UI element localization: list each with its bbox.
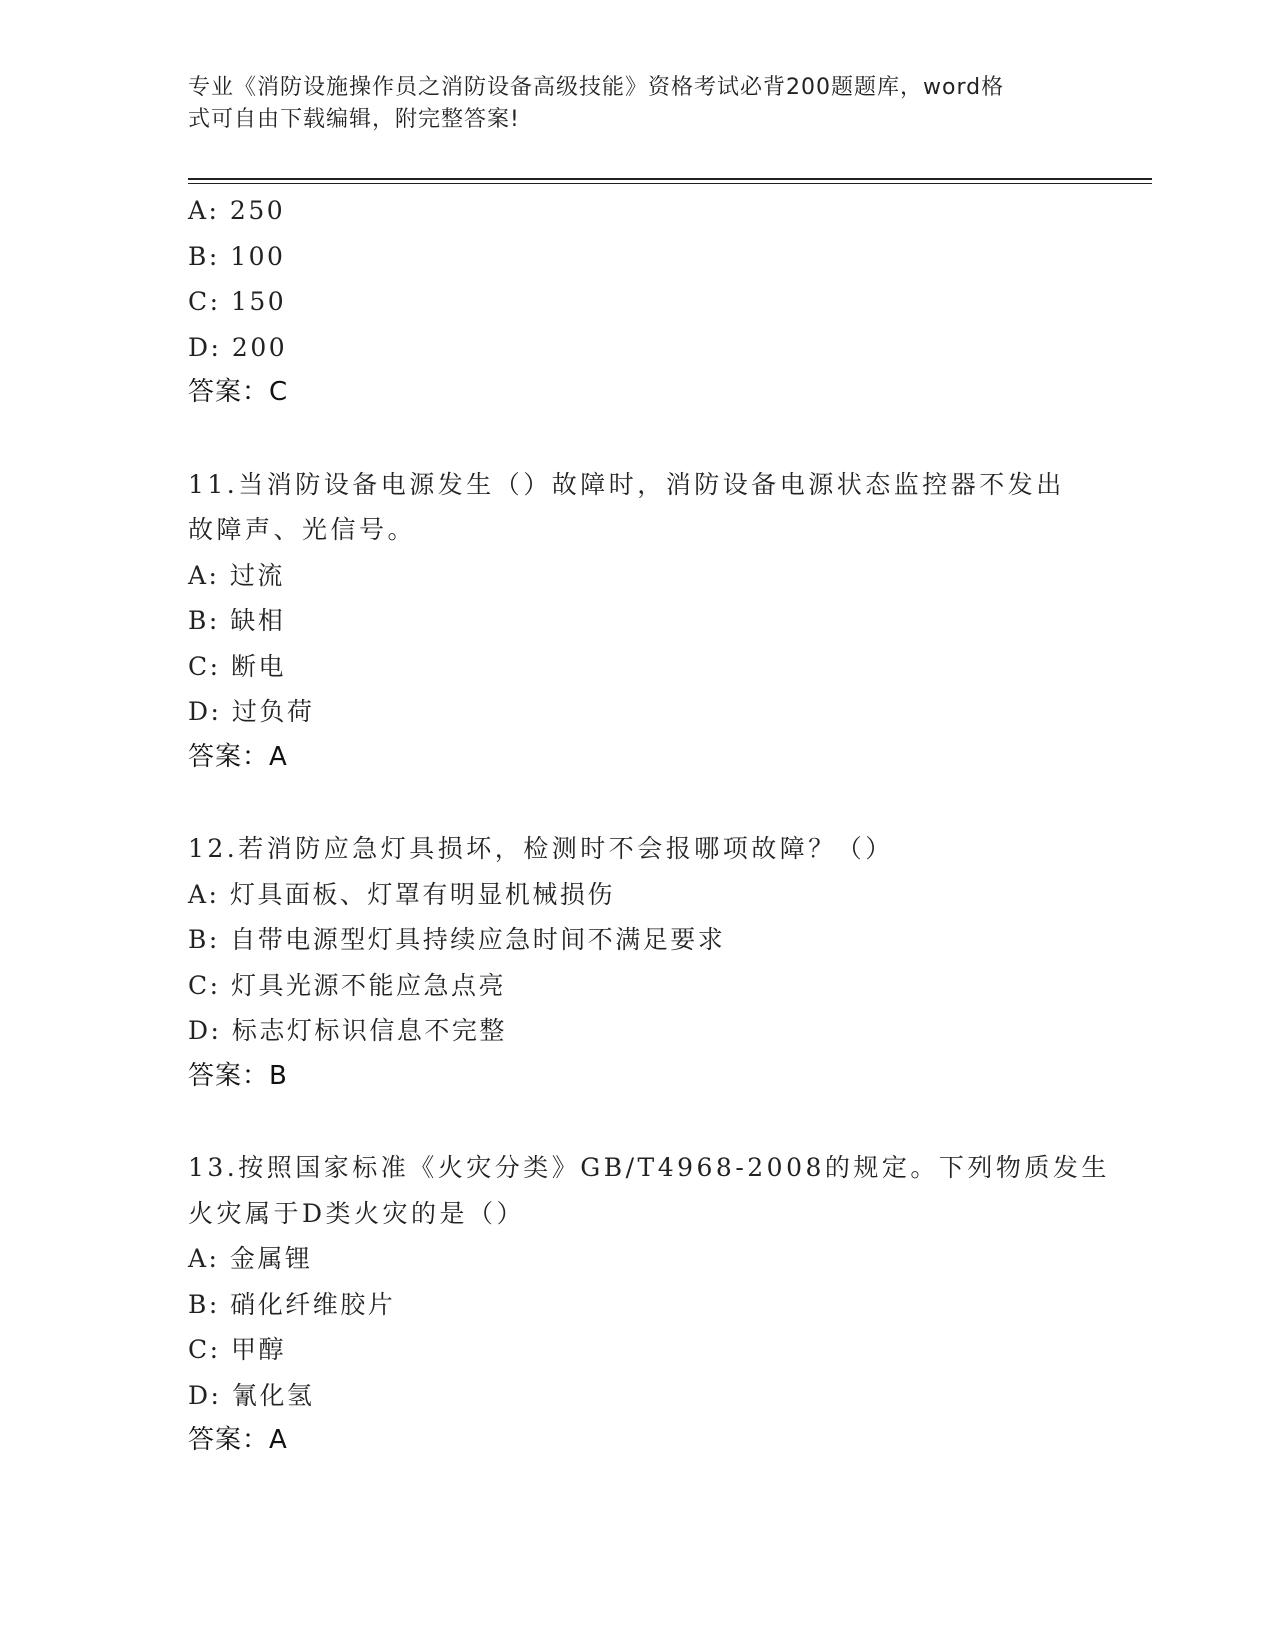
option-c: C: 150 [188, 287, 287, 316]
document-body [188, 188, 1110, 1464]
question-stem-line-1: 13.按照国家标准《火灾分类》GB/T4968-2008的规定。下列物质发生 [188, 1153, 1110, 1182]
option-a: A: 250 [188, 196, 286, 225]
option-a: A: 灯具面板、灯罩有明显机械损伤 [188, 879, 615, 909]
option-b: B: 自带电源型灯具持续应急时间不满足要求 [188, 925, 726, 954]
question-13 [188, 1145, 1110, 1464]
option-b: B: 缺相 [188, 606, 286, 635]
option-c: C: 断电 [188, 651, 286, 681]
header-rule-thin [188, 183, 1152, 184]
option-d: D: 过负荷 [188, 697, 315, 726]
option-a: A: 过流 [188, 560, 285, 590]
document-header [188, 72, 1068, 136]
question-11 [188, 462, 1088, 781]
header-line-1: 专业《消防设施操作员之消防设备高级技能》资格考试必背200题题库，word格 [188, 75, 1005, 100]
option-b: B: 硝化纤维胶片 [188, 1289, 396, 1319]
option-d: D: 200 [188, 332, 288, 362]
option-d: D: 氰化氢 [188, 1380, 315, 1410]
header-line-2: 式可自由下载编辑，附完整答案! [188, 107, 520, 132]
option-b: B: 100 [188, 241, 286, 271]
option-c: C: 灯具光源不能应急点亮 [188, 970, 506, 1000]
header-rule-thick [188, 178, 1152, 180]
question-stem-line-1: 12.若消防应急灯具损坏，检测时不会报哪项故障？（） [188, 834, 894, 863]
question-stem-line-2: 故障声、光信号。 [188, 515, 417, 544]
option-c: C: 甲醇 [188, 1335, 286, 1364]
answer: 答案：B [188, 1060, 288, 1091]
question-stem-line-1: 11.当消防设备电源发生（）故障时，消防设备电源状态监控器不发出 [188, 469, 1065, 499]
option-a: A: 金属锂 [188, 1244, 313, 1273]
answer: 答案：A [188, 1425, 288, 1455]
answer: 答案：C [188, 377, 289, 407]
question-stem-line-2: 火灾属于D类火灾的是（） [188, 1198, 526, 1228]
question-10-continued [188, 188, 1088, 416]
option-d: D: 标志灯标识信息不完整 [188, 1016, 507, 1045]
answer: 答案：A [188, 741, 288, 772]
question-12 [188, 826, 1088, 1099]
